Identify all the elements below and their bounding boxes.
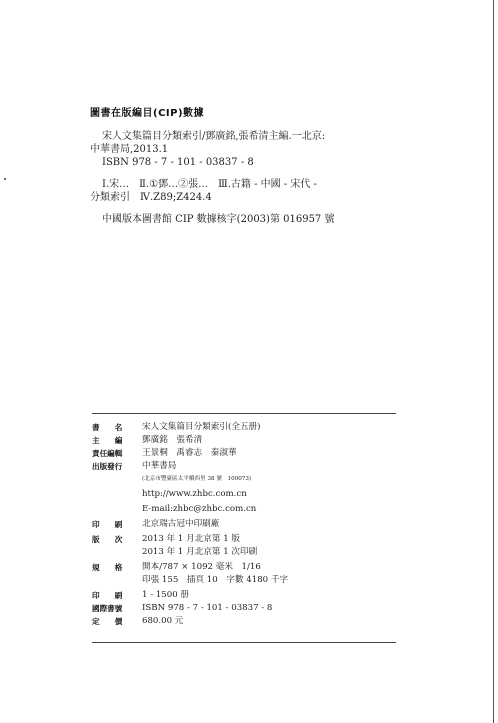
edition-value: 2013 年 1 月北京第 1 版 xyxy=(142,534,241,544)
cip-record-number: 中國版本圖書館 CIP 數據核字(2003)第 016957 號 xyxy=(102,214,335,225)
colophon-label: 書 名 xyxy=(92,423,123,432)
publisher-url: http://www.zhbc.com.cn xyxy=(142,489,247,499)
publisher-value: 中華書局 xyxy=(142,461,177,471)
colophon-row-title xyxy=(92,421,396,434)
colophon-label: 主 編 xyxy=(92,436,123,445)
colophon-row-sheets xyxy=(92,574,396,587)
cip-isbn-line: ISBN 978 - 7 - 101 - 03837 - 8 xyxy=(102,157,254,168)
colophon-label: 印 刷 xyxy=(92,591,123,600)
colophon-row-publisher xyxy=(92,460,396,473)
colophon-row-edition xyxy=(92,533,396,546)
sheets-value: 印張 155 插頁 10 字數 4180 千字 xyxy=(142,575,289,585)
colophon-row-printing xyxy=(92,546,396,559)
responsible-editor-value: 王景桐 禹睿志 秦淑華 xyxy=(142,448,237,458)
colophon-label: 印 刷 xyxy=(92,520,123,529)
isbn-value: ISBN 978 - 7 - 101 - 03837 - 8 xyxy=(142,603,273,613)
cip-subject-line: Ⅰ.宋… Ⅱ.①鄧…②張… Ⅲ.古籍 - 中國 - 宋代 - xyxy=(102,179,317,190)
format-value: 開本/787 × 1092 毫米 1/16 xyxy=(142,562,261,572)
page-edge-line xyxy=(493,0,494,723)
publisher-address: (北京市豐臺區太平橋西里 38 號 100073) xyxy=(142,476,252,482)
cip-data-block xyxy=(90,104,430,226)
colophon-row-printer xyxy=(92,518,396,531)
colophon-label: 版 次 xyxy=(92,535,123,544)
colophon-row-isbn xyxy=(92,602,396,615)
print-run-value: 1 - 1500 册 xyxy=(142,590,190,600)
publisher-email: E-mail:zhbc@zhbc.com.cn xyxy=(142,504,257,514)
cip-classification-line: 分類索引 Ⅳ.Z89;Z424.4 xyxy=(90,192,212,203)
colophon-label: 國際書號 xyxy=(92,604,123,613)
colophon-label: 規 格 xyxy=(92,563,123,572)
colophon-table xyxy=(92,421,396,628)
colophon-label: 出版發行 xyxy=(92,462,123,471)
book-title-value: 宋人文集篇目分類索引(全五册) xyxy=(142,422,261,432)
colophon-row-responsible-editor xyxy=(92,447,396,460)
colophon-row-spec xyxy=(92,561,396,574)
colophon-row-url xyxy=(92,488,396,501)
colophon-label: 定 價 xyxy=(92,617,123,626)
colophon-row-print-run xyxy=(92,589,396,602)
cip-publisher-line: 中華書局,2013.1 xyxy=(90,144,169,155)
colophon-row-address xyxy=(92,473,396,486)
colophon-row-editor xyxy=(92,434,396,447)
colophon-label: 責任編輯 xyxy=(92,449,123,458)
editor-value: 鄧廣銘 張希清 xyxy=(142,435,203,445)
colophon-bottom-rule xyxy=(92,642,396,643)
printer-value: 北京瑞古冠中印刷廠 xyxy=(142,519,220,529)
colophon-row-price xyxy=(92,615,396,628)
price-value: 680.00 元 xyxy=(142,616,184,626)
printing-value: 2013 年 1 月北京第 1 次印刷 xyxy=(142,547,258,557)
scan-speck xyxy=(4,178,6,180)
cip-bibliographic-line: 宋人文集篇目分類索引/鄧廣銘,張希清主編.一北京: xyxy=(102,131,326,142)
cip-heading: 圖書在版編目(CIP)數據 xyxy=(90,108,205,119)
colophon-row-email xyxy=(92,503,396,516)
colophon-top-rule xyxy=(92,413,396,414)
